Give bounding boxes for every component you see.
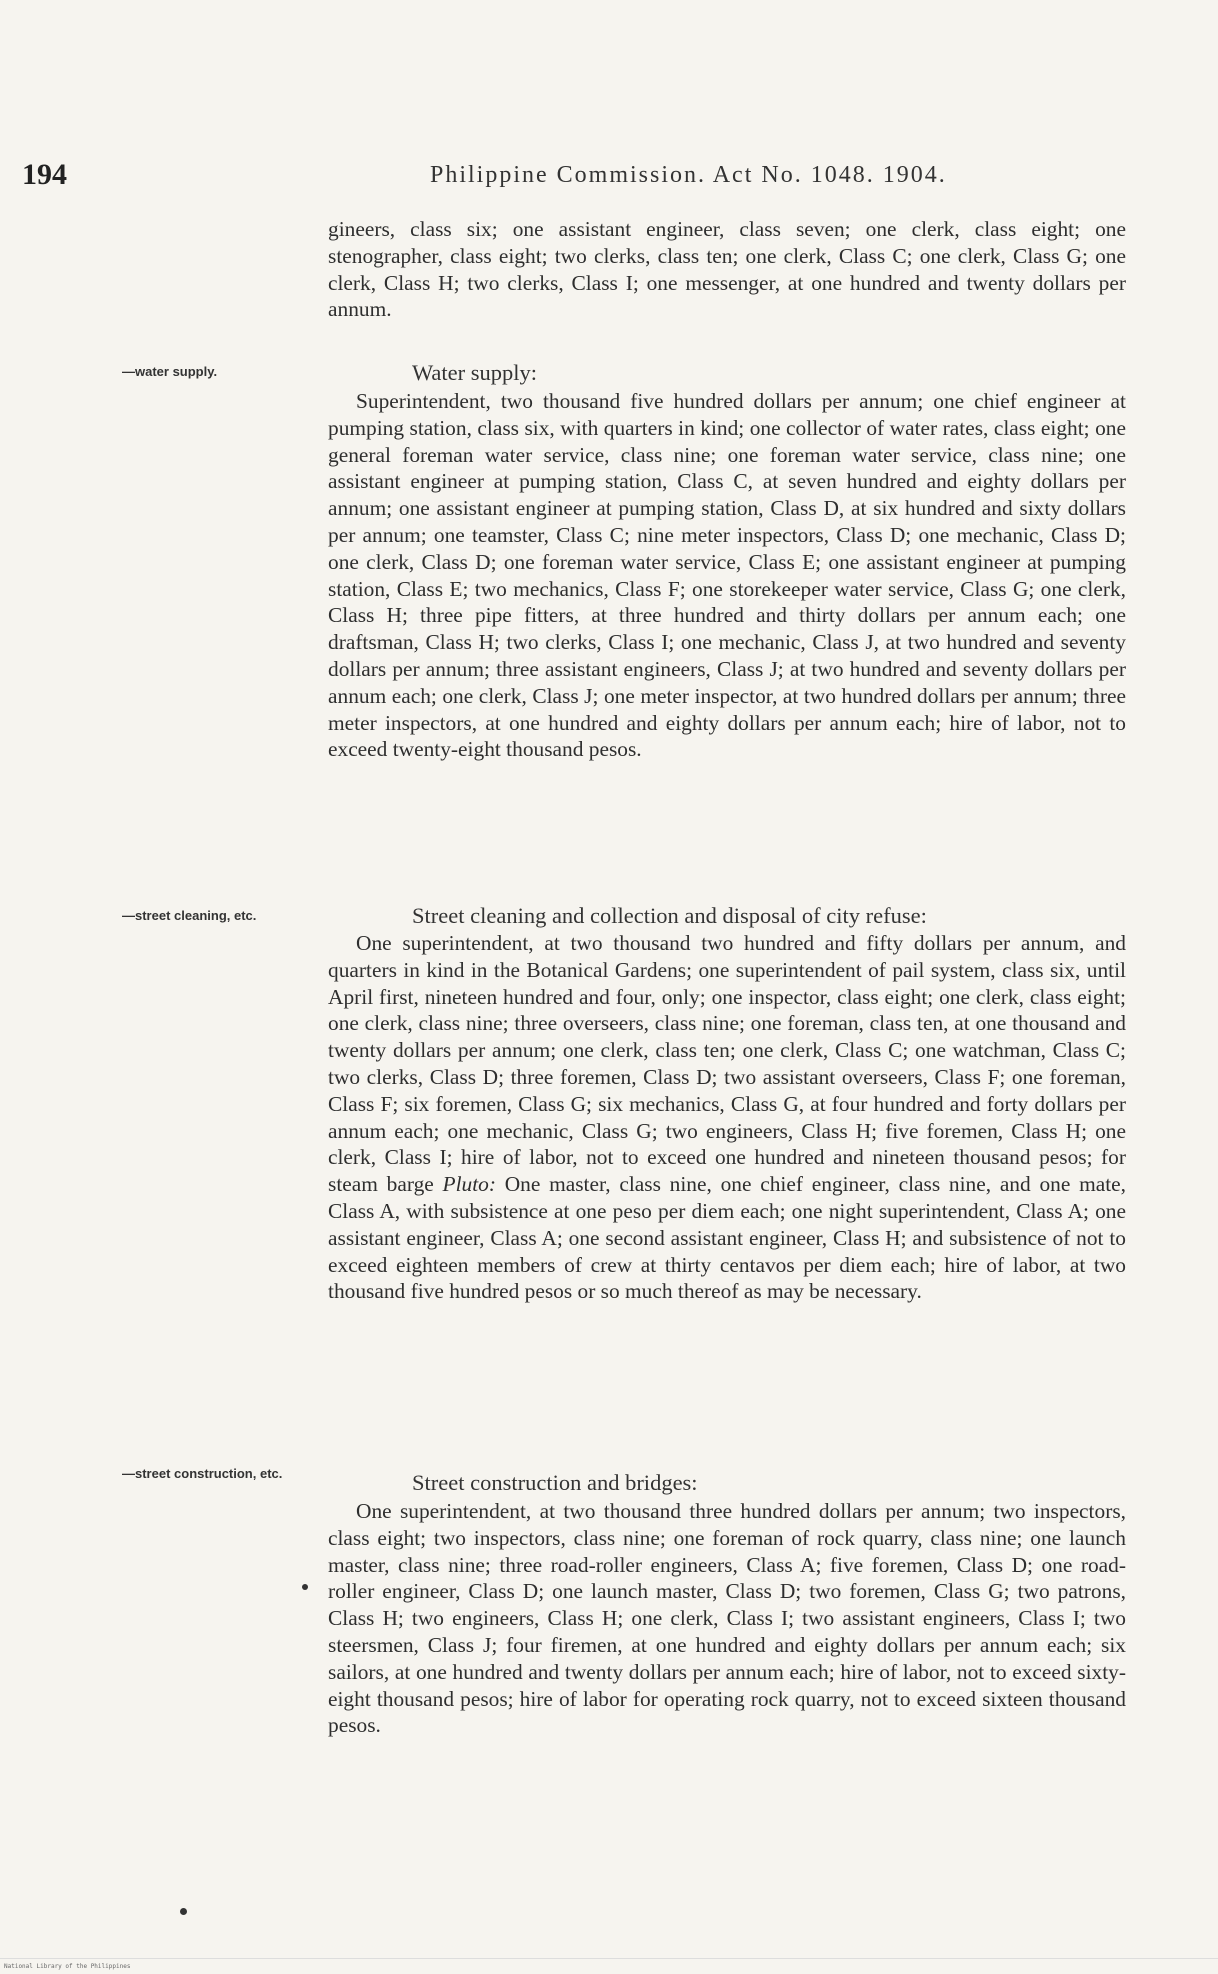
margin-note-street-cleaning: —street cleaning, etc.: [122, 908, 257, 923]
water-supply-paragraph: Superintendent, two thousand five hundred dollars per annum; one chief engineer at pumping station, class six, with quarters in kind; one collector of water rates, class eight; one general foreman water service, class nine; one foreman water service, class nine; one assistant engineer at pumping station, Class C, at seven hundred and eighty dollars per annum; one assistant engineer at pumping station, Class D, at six hundred and sixty dollars per annum; one teamster, Class C; nine meter inspectors, Class D; one mechanic, Class D; one clerk, Class D; one foreman water service, Class E; one assistant engineer at pumping station, Class E; two mechanics, Class F; one storekeeper water service, Class G; one clerk, Class H; three pipe fitters, at three hundred and thirty dollars per annum each; one draftsman, Class H; two clerks, Class I; one mechanic, Class J, at two hundred and seventy dollars per annum; three assistant engineers, Class J; at two hundred and seventy dollars per annum each; one clerk, Class J; one meter inspector, at two hundred dollars per annum; three meter inspectors, at one hundred and eighty dollars per annum each; hire of labor, not to exceed twenty-eight thousand pesos.: [328, 389, 1126, 762]
continuation-paragraph: gineers, class six; one assistant engineer, class seven; one clerk, class eight; one stenographer, class eight; two clerks, class ten; one clerk, Class C; one clerk, Class G; one clerk, Class H; two clerks, Class I; one messenger, at one hundred and twenty dollars per annum.: [328, 217, 1126, 322]
street-cleaning-heading: Street cleaning and collection and disposal of city refuse:: [412, 903, 927, 928]
margin-note-street-construction: —street construction, etc.: [122, 1466, 283, 1481]
street-construction-paragraph: One superintendent, at two thousand three hundred dollars per annum; two inspectors, class eight; two inspectors, class nine; one foreman of rock quarry, class nine; one launch master, class nine; three road-roller engineers, Class A; five foremen, Class D; one road-roller engineer, Class D; one launch master, Class D; two foremen, Class G; two patrons, Class H; two engineers, Class H; one clerk, Class I; two assistant engineers, Class I; two steersmen, Class J; four firemen, at one hundred and eighty dollars per annum each; six sailors, at one hundred and twenty dollars per annum each; hire of labor, not to exceed sixty-eight thousand pesos; hire of labor for operating rock quarry, not to exceed sixteen thousand pesos.: [328, 1499, 1126, 1738]
street-cleaning-text-before: One superintendent, at two thousand two hundred and fifty dollars per annum, and quarters in kind in the Botanical Gardens; one superintendent of pail system, class six, until April first, nineteen hundred and four, only; one inspector, class eight; one clerk, class eight; one clerk, class nine; three overseers, class nine; one foreman, class ten, at one thousand and twenty dollars per annum; one clerk, class ten; one clerk, Class C; one watchman, Class C; two clerks, Class D; three foremen, Class D; two assistant overseers, Class F; one foreman, Class F; six foremen, Class G; six mechanics, Class G, at four hundred and forty dollars per annum each; one mechanic, Class G; two engineers, Class H; five foremen, Class H; one clerk, Class I; hire of labor, not to exceed one hundred and nineteen thousand pesos; for steam barge: [328, 931, 1126, 1197]
ink-speck: [180, 1908, 187, 1915]
street-cleaning-text-after: One master, class nine, one chief engineer, class nine, and one mate, Class A, with subsistence at one peso per diem each; one night superintendent, Class A; one assistant engineer, Class A; one second assistant engineer, Class H; and subsistence of not to exceed eighteen members of crew at thirty centavos per diem each; hire of labor, at two thousand five hundred pesos or so much thereof as may be necessary.: [328, 1172, 1126, 1304]
page-number: 194: [22, 158, 67, 191]
running-head: Philippine Commission. Act No. 1048. 1904.: [430, 162, 947, 188]
street-construction-heading: Street construction and bridges:: [412, 1470, 698, 1495]
street-cleaning-paragraph: [328, 930, 1126, 1305]
ink-speck: [302, 1584, 308, 1590]
margin-note-water-supply: —water supply.: [122, 364, 218, 379]
scan-footer: National Library of the Philippines: [0, 1958, 1218, 1973]
water-supply-heading: Water supply:: [412, 360, 538, 385]
vessel-name: Pluto:: [442, 1172, 496, 1197]
